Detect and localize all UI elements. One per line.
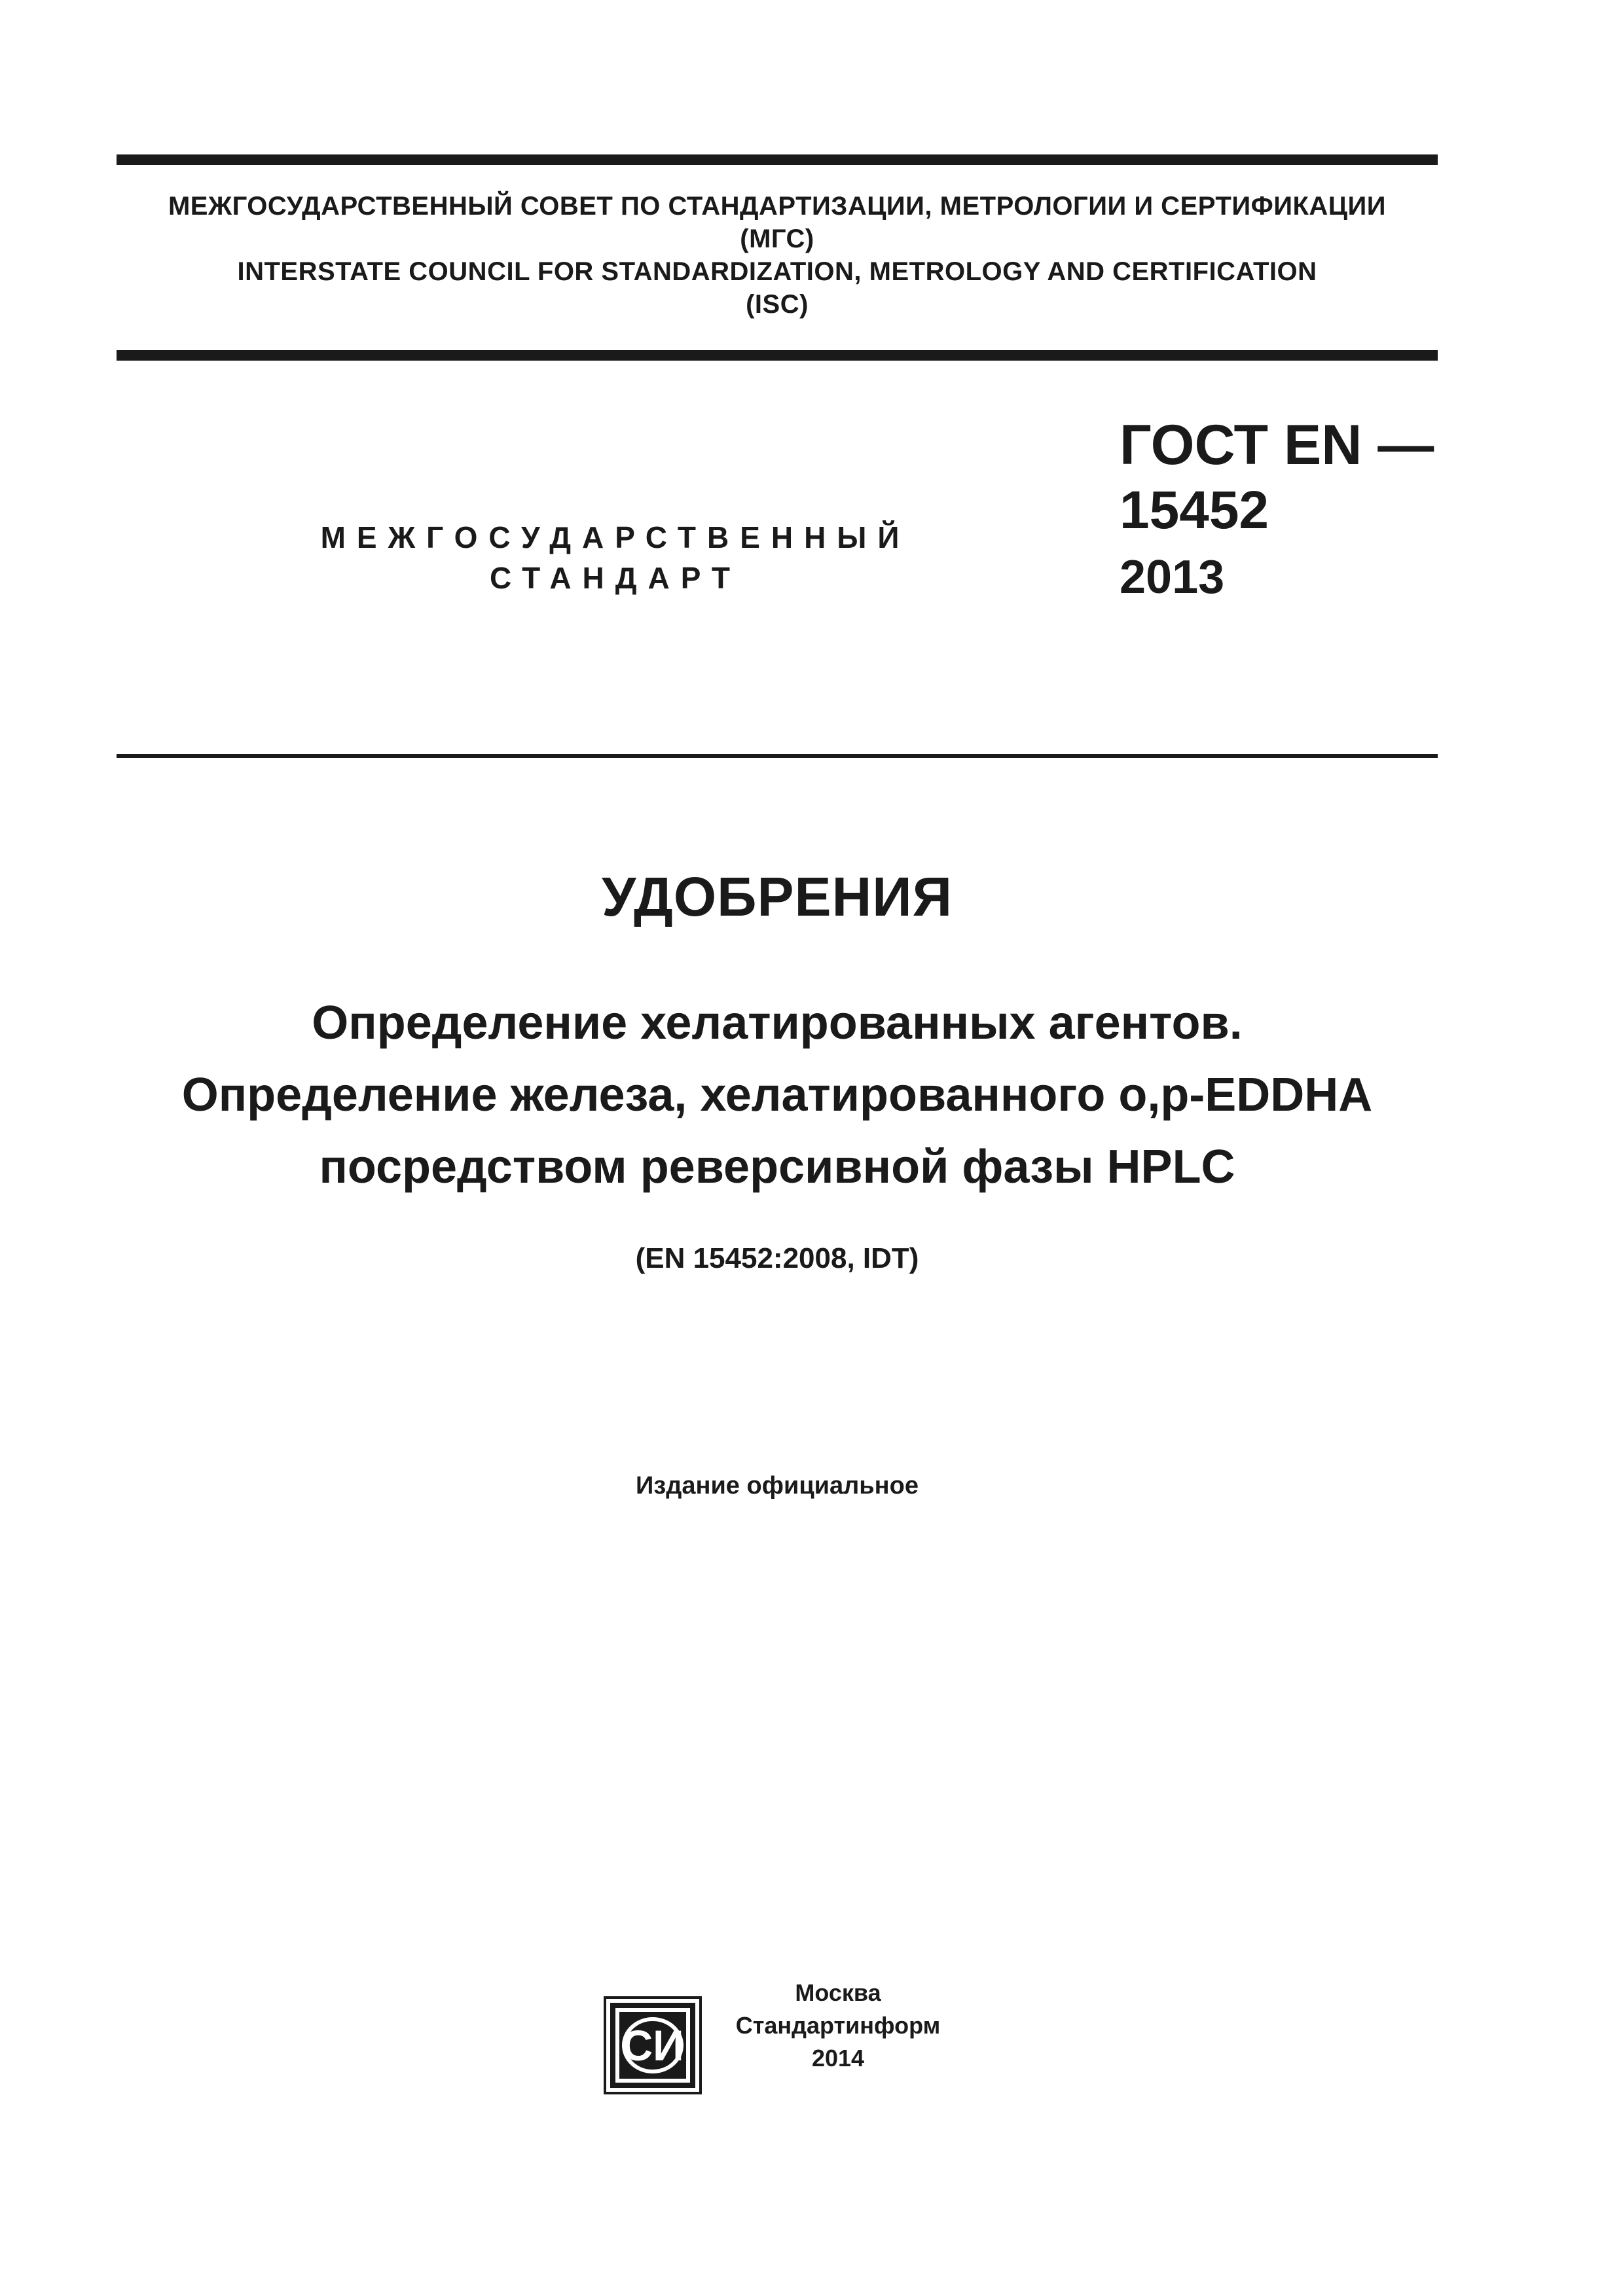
gost-designation xyxy=(1120,412,1434,609)
standartinform-logo-icon xyxy=(604,1996,702,2094)
svg-text:СИ: СИ xyxy=(621,2021,684,2070)
standard-type-line1: МЕЖГОСУДАРСТВЕННЫЙ xyxy=(320,520,911,554)
gost-year: 2013 xyxy=(1120,551,1225,603)
subtitle-line-2: Определение железа, хелатированного o,p-EDDHA xyxy=(181,1069,1373,1121)
council-abbr-ru: (МГС) xyxy=(740,224,814,253)
council-header xyxy=(117,190,1438,321)
equivalence-note: (EN 15452:2008, IDT) xyxy=(635,1242,919,1274)
subtitle-line-3: посредством реверсивной фазы HPLC xyxy=(319,1141,1235,1193)
council-name-ru: МЕЖГОСУДАРСТВЕННЫЙ СОВЕТ ПО СТАНДАРТИЗАЦИИ, МЕТРОЛОГИИ И СЕРТИФИКАЦИИ xyxy=(168,192,1386,221)
publisher-name: Стандартинформ xyxy=(735,2012,941,2039)
standard-type-line2: СТАНДАРТ xyxy=(490,561,741,595)
standard-type-label xyxy=(288,517,943,598)
title-rule xyxy=(117,754,1438,758)
gost-number: 15452 xyxy=(1120,480,1269,540)
subtitle-line-1: Определение хелатированных агентов. xyxy=(312,997,1243,1049)
document-title: УДОБРЕНИЯ xyxy=(601,866,953,927)
top-rule xyxy=(117,154,1438,165)
publisher-city: Москва xyxy=(795,1979,881,2006)
council-name-en: INTERSTATE COUNCIL FOR STANDARDIZATION, METROLOGY AND CERTIFICATION xyxy=(237,257,1317,286)
document-subtitle xyxy=(117,987,1438,1203)
publisher-imprint xyxy=(707,1977,969,2075)
publisher-year: 2014 xyxy=(811,2045,865,2072)
edition-note: Издание официальное xyxy=(636,1472,919,1499)
gost-prefix: ГОСТ EN — xyxy=(1120,414,1434,476)
header-rule xyxy=(117,350,1438,361)
council-abbr-en: (ISC) xyxy=(746,290,809,319)
